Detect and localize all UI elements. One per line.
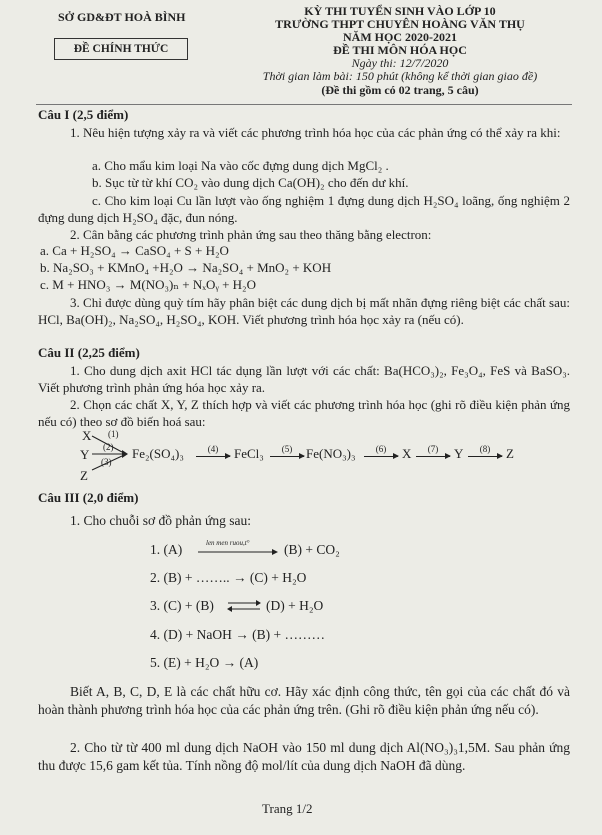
reaction-1-products: (B) + CO₂ — [284, 542, 340, 557]
official-stamp-box: ĐỀ CHÍNH THỨC — [54, 38, 188, 60]
q1-item-c: c. Cho kim loại Cu lần lượt vào ống nghiệm 1 đựng dung dịch H₂SO₄ loãng, ống nghiệm 2 đựng dung dịch H₂SO₄ đặc, đun nóng. — [38, 193, 570, 225]
chain-x: X — [82, 428, 92, 443]
step-label-2: (2) — [103, 442, 114, 452]
q1-equation-c: c. M + HNO₃ → M(NO₃)ₙ + NₓOᵧ + H₂O — [40, 277, 256, 292]
step-label-3: (3) — [101, 457, 112, 467]
chain-fe2so43: Fe₂(SO₄)₃ — [132, 446, 184, 461]
step-label-6: (6) — [375, 443, 387, 454]
q1-equation-b: b. Na₂SO₃ + KMnO₄ +H₂O → Na₂SO₄ + MnO₂ + KOH — [40, 260, 332, 275]
reaction-3-reactants: 3. (C) + (B) — [150, 598, 214, 613]
chain-product-z: Z — [506, 446, 514, 461]
step-label-1: (1) — [108, 429, 119, 439]
q2-part2: 2. Chọn các chất X, Y, Z thích hợp và viết các phương trình hóa học (ghi rõ điều kiện phản ứng nếu có) theo sơ đồ biến hoá sau: — [38, 397, 570, 429]
chain-feno33: Fe(NO₃)₃ — [306, 446, 356, 461]
exam-subject: ĐỀ THI MÔN HÓA HỌC — [333, 43, 467, 57]
chain-product-y: Y — [454, 446, 464, 461]
step-label-8: (8) — [479, 443, 491, 454]
chain-fecl3: FeCl₃ — [234, 446, 264, 461]
exam-duration: Thời gian làm bài: 150 phút (không kể thời gian giao đề) — [262, 69, 538, 83]
exam-title: KỲ THI TUYỂN SINH VÀO LỚP 10 — [304, 4, 496, 18]
reaction-4: 4. (D) + NaOH → (B) + ……… — [150, 627, 325, 642]
question-1-title: Câu I (2,5 điểm) — [38, 107, 129, 122]
q1-item-b: b. Sục từ từ khí CO₂ vào dung dịch Ca(OH)₂ cho đến dư khí. — [92, 175, 409, 190]
department-name: SỞ GD&ĐT HOÀ BÌNH — [58, 10, 186, 24]
chain-z: Z — [80, 468, 88, 483]
exam-date: Ngày thi: 12/7/2020 — [351, 56, 449, 70]
reaction-1-reactant: 1. (A) — [150, 542, 183, 557]
reaction-1-condition: len men ruou,t° — [206, 539, 250, 547]
reaction-5: 5. (E) + H₂O → (A) — [150, 655, 259, 670]
q1-equation-a: a. Ca + H₂SO₄ → CaSO₄ + S + H₂O — [40, 243, 229, 258]
chain-y: Y — [80, 447, 90, 462]
q1-item-a: a. Cho mẩu kim loại Na vào cốc đựng dung dịch MgCl₂ . — [92, 158, 389, 173]
q1-part1: 1. Nêu hiện tượng xảy ra và viết các phương trình hóa học của các phản ứng có thể xảy ra khi: — [70, 125, 561, 140]
step-label-7: (7) — [427, 443, 439, 454]
q3-part2: 2. Cho từ từ 400 ml dung dịch NaOH vào 150 ml dung dịch Al(NO₃)₃1,5M. Sau phản ứng thu được 15,6 gam kết tủa. Tính nồng độ mol/lít của dung dịch NaOH đã dùng. — [38, 740, 570, 773]
header-divider — [36, 104, 572, 105]
q3-part1: 1. Cho chuỗi sơ đồ phản ứng sau: — [70, 513, 251, 528]
page-count-note: (Đề thi gồm có 02 trang, 5 câu) — [321, 83, 479, 97]
school-name: TRƯỜNG THPT CHUYÊN HOÀNG VĂN THỤ — [275, 17, 525, 31]
q1-part3: 3. Chỉ được dùng quỳ tím hãy phân biệt các dung dịch bị mất nhãn đựng riêng biệt các chất sau: HCl, Ba(OH)₂, Na₂SO₄, H₂SO₄, KOH. Viết phương trình hóa học xảy ra (nếu có). — [38, 295, 570, 327]
reaction-3-equilibrium-arrow — [226, 598, 262, 614]
step-label-4: (4) — [207, 443, 219, 454]
question-3-title: Câu III (2,0 điểm) — [38, 490, 139, 505]
q1-part2: 2. Cân bằng các phương trình phản ứng sau theo thăng bằng electron: — [70, 227, 432, 242]
reaction-3-products: (D) + H₂O — [266, 598, 324, 613]
school-year: NĂM HỌC 2020-2021 — [343, 30, 457, 44]
reaction-2: 2. (B) + …….. → (C) + H₂O — [150, 570, 307, 585]
chain-product-x: X — [402, 446, 412, 461]
page-number: Trang 1/2 — [262, 801, 313, 816]
question-2-title: Câu II (2,25 điểm) — [38, 345, 140, 360]
q3-note: Biết A, B, C, D, E là các chất hữu cơ. Hãy xác định công thức, tên gọi của các chất đó và hoàn thành phương trình hóa học của các phản ứng trên. (Ghi rõ điều kiện phản ứng nếu có). — [38, 684, 570, 717]
step-label-5: (5) — [281, 443, 293, 454]
q2-part1: 1. Cho dung dịch axit HCl tác dụng lần lượt với các chất: Ba(HCO₃)₂, Fe₃O₄, FeS và BaSO₃. Viết phương trình phản ứng hóa học xảy ra. — [38, 363, 570, 395]
